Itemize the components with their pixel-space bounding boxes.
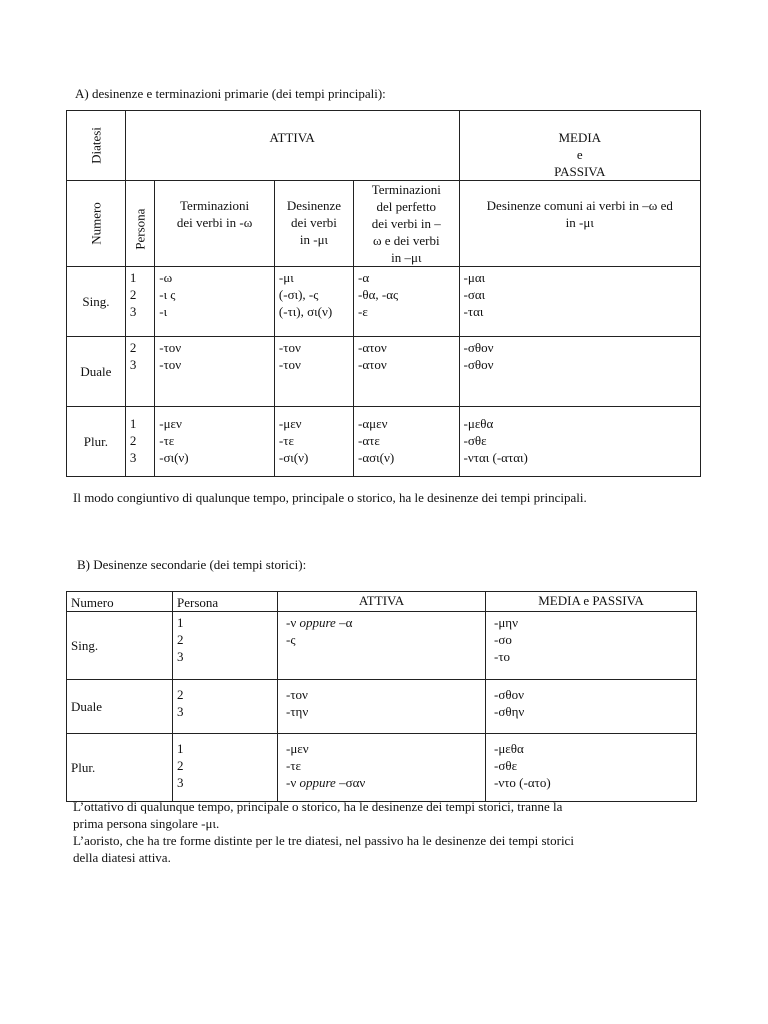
col4-cell: -μαι -σαι -ται [459,267,700,337]
sectionA.header.col1-line: Terminazioni [180,198,250,213]
media-cell: -μην -σο -το [486,612,697,680]
table-row [67,337,701,407]
b-attiva-header: ATTIVA [278,592,486,612]
section-a-title: A) desinenze e terminazioni primarie (dei tempi principali): [75,86,386,101]
persone-cell: 2 3 [125,337,154,407]
b-numero-header: Numero [67,592,173,612]
col3-cell: -ατον -ατον [354,337,460,407]
attiva-cell: -μεν -τε -ν oppure –σαν [278,734,486,802]
col1-cell: -ω -ι ς -ι [155,267,275,337]
col4-header [459,181,700,267]
attiva-cell: -ν oppure –α -ς [278,612,486,680]
col3-header [354,181,460,267]
table-row [67,680,697,734]
col3-cell: -α -θα, -ας -ε [354,267,460,337]
table-row [67,734,697,802]
attiva-header: ATTIVA [125,111,459,181]
sectionB.notes-line: L’aoristo, che ha tre forme distinte per le tre diatesi, nel passivo ha le desinenze dei tempi storici [73,833,574,848]
primary-endings-table [66,110,701,477]
sectionA.header.col3-line: Terminazioni [371,182,441,197]
persone-cell: 1 2 3 [125,267,154,337]
persona-cell: 1 2 3 [173,734,278,802]
sectionA.header.col2-line: dei verbi [291,215,337,230]
col4-cell: -μεθα -σθε -νται (-αται) [459,407,700,477]
secondary-endings-table [66,591,697,802]
sectionA.header.col4-line: in -μι [565,215,594,230]
sectionA.header.col3-line: in –μι [391,250,422,265]
numero-cell: Plur. [67,734,173,802]
persone-cell: 1 2 3 [125,407,154,477]
col1-header [155,181,275,267]
sectionB.notes-line: L’ottativo di qualunque tempo, principale o storico, ha le desinenze dei tempi storici, tranne la [73,799,563,814]
section-b-notes [73,798,574,866]
numero-cell: Duale [67,680,173,734]
diatesi-header: Diatesi [67,111,126,181]
persona-cell: 1 2 3 [173,612,278,680]
sectionA.header.col2-line: in -μι [299,232,329,247]
media-cell: -σθον -σθην [486,680,697,734]
section-a-note: Il modo congiuntivo di qualunque tempo, principale o storico, ha le desinenze dei tempi principali. [73,490,587,505]
media-passiva-header: MEDIA e PASSIVA [459,111,700,181]
col2-cell: -μι (-σι), -ς (-τι), σι(ν) [274,267,353,337]
col3-cell: -αμεν -ατε -ασι(ν) [354,407,460,477]
section-b-title: B) Desinenze secondarie (dei tempi storici): [77,557,307,572]
sectionA.header.col3-line: ω e dei verbi [372,233,440,248]
media-cell: -μεθα -σθε -ντο (-ατο) [486,734,697,802]
persona-header: Persona [125,181,154,267]
table-row [67,267,701,337]
attiva-cell: -τον -την [278,680,486,734]
sectionB.notes-line: prima persona singolare -μι. [73,816,220,831]
persona-cell: 2 3 [173,680,278,734]
table-row [67,407,701,477]
col2-cell: -τον -τον [274,337,353,407]
numero-cell: Sing. [67,612,173,680]
sectionA.header.col4-line: Desinenze comuni ai verbi in –ω ed [486,198,673,213]
b-persona-header: Persona [173,592,278,612]
numero-cell: Sing. [67,267,126,337]
col2-cell: -μεν -τε -σι(ν) [274,407,353,477]
sectionA.header.col3-line: dei verbi in – [371,216,441,231]
b-media-header: MEDIA e PASSIVA [486,592,697,612]
sectionB.notes-line: della diatesi attiva. [73,850,171,865]
sectionA.header.col1-line: dei verbi in -ω [176,215,253,230]
col2-header [274,181,353,267]
table-row [67,612,697,680]
numero-cell: Plur. [67,407,126,477]
sectionA.header.col2-line: Desinenze [286,198,342,213]
numero-cell: Duale [67,337,126,407]
col1-cell: -τον -τον [155,337,275,407]
col4-cell: -σθον -σθον [459,337,700,407]
col1-cell: -μεν -τε -σι(ν) [155,407,275,477]
sectionA.header.col3-line: del perfetto [376,199,437,214]
numero-header: Numero [67,181,126,267]
